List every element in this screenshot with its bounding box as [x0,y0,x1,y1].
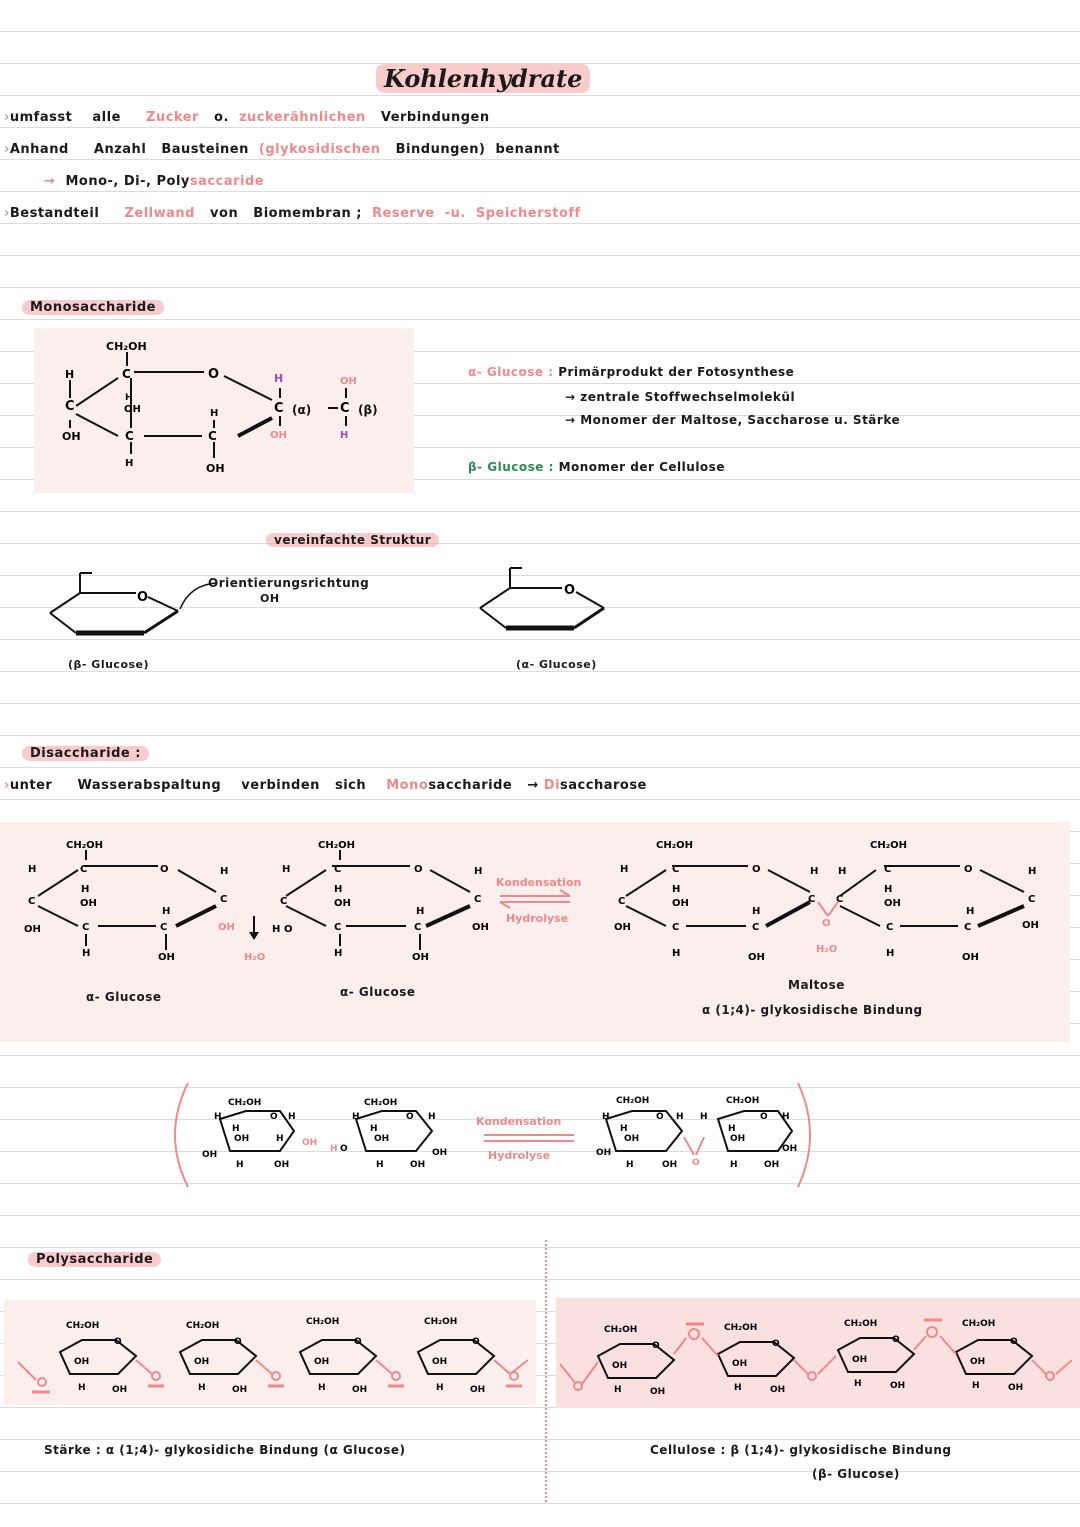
svg-text:H: H [854,1379,862,1389]
svg-text:C: C [80,864,88,875]
svg-text:C: C [340,401,350,416]
svg-text:OH: OH [432,1148,448,1158]
svg-text:C: C [474,894,482,905]
svg-text:OH: OH [194,1357,210,1367]
svg-text:O: O [564,583,576,598]
svg-text:OH: OH [970,1357,986,1367]
svg-text:C: C [964,922,972,933]
svg-text:H: H [416,906,425,917]
svg-text:Hydrolyse: Hydrolyse [506,912,569,925]
svg-text:OH: OH [732,1359,748,1369]
intro-line-3: → Mono-, Di-, Polysaccaride [44,174,265,189]
svg-text:H: H [352,1112,360,1122]
simplified-alpha-glucose [470,562,630,642]
svg-text:O: O [760,1112,768,1122]
svg-text:OH: OH [234,1134,250,1144]
svg-text:C: C [82,922,90,933]
svg-text:OH: OH [334,898,351,909]
beta-glucose-desc: β- Glucose : Monomer der Cellulose [468,460,725,474]
svg-text:O: O [752,864,761,875]
svg-text:OH: OH [274,1160,290,1170]
svg-text:OH: OH [124,404,141,415]
svg-text:C: C [752,922,760,933]
svg-text:H: H [376,1160,384,1170]
cellulose-caption-2: (β- Glucose) [812,1467,900,1481]
svg-text:O: O [114,1337,122,1347]
di-heading: Disaccharide : [22,746,149,761]
intro-line-1: ›umfasst alle Zucker o. zuckerähnlichen Verbindungen [4,110,490,125]
svg-text:O: O [1010,1337,1018,1347]
svg-text:O: O [137,590,149,605]
svg-text:H: H [972,1381,980,1391]
svg-text:C: C [122,367,131,381]
svg-text:H: H [620,1124,628,1134]
svg-text:Kondensation: Kondensation [496,876,582,889]
mono-heading: Monosaccharide [22,300,164,315]
svg-text:H: H [162,906,171,917]
svg-text:H: H [214,1112,222,1122]
svg-text:C: C [334,864,342,875]
svg-text:OH: OH [1008,1383,1024,1393]
svg-text:OH: OH [770,1385,786,1395]
svg-text:C: C [886,922,894,933]
svg-text:O: O [284,924,293,935]
svg-text:C: C [208,429,217,443]
svg-text:C: C [334,922,342,933]
svg-text:OH: OH [202,1150,218,1160]
svg-text:C: C [618,896,626,907]
svg-text:C: C [280,896,288,907]
svg-text:C: C [884,864,892,875]
svg-text:OH: OH [884,898,901,909]
poly-heading: Polysaccharide [28,1252,161,1267]
svg-text:O: O [406,1112,414,1122]
maltose-label: Maltose [788,978,845,992]
starch-caption: Stärke : α (1;4)- glykosidiche Bindung (α Glucose) [44,1443,406,1457]
di-line: ›unter Wasserabspaltung verbinden sich Monosaccharide → Disaccharose [4,778,647,793]
svg-text:Hydrolyse: Hydrolyse [488,1149,551,1162]
svg-text:OH: OH [340,376,357,387]
svg-text:H: H [210,408,219,419]
cellulose-caption: Cellulose : β (1;4)- glykosidische Bindung [650,1443,952,1457]
svg-text:C: C [160,922,168,933]
svg-text:Kondensation: Kondensation [476,1115,562,1128]
svg-text:H: H [82,948,91,959]
svg-text:CH₂OH: CH₂OH [962,1319,996,1329]
svg-text:CH₂OH: CH₂OH [870,840,907,851]
svg-text:CH₂OH: CH₂OH [66,1321,100,1331]
svg-text:OH: OH [352,1385,368,1395]
svg-text:H: H [28,864,37,875]
svg-text:H: H [838,866,847,877]
svg-text:O: O [208,367,220,382]
svg-text:H: H [236,1160,244,1170]
simplified-heading: vereinfachte Struktur [266,533,439,547]
svg-text:OH: OH [314,1357,330,1367]
svg-text:H₂O: H₂O [816,944,838,955]
svg-text:H: H [752,906,761,917]
svg-text:OH: OH [432,1357,448,1367]
svg-text:OH: OH [80,898,97,909]
svg-text:OH: OH [232,1385,248,1395]
svg-text:O: O [692,1158,700,1168]
svg-text:CH₂OH: CH₂OH [106,340,147,353]
svg-text:O: O [234,1337,242,1347]
svg-text:C: C [414,922,422,933]
svg-text:O: O [822,918,831,929]
svg-text:C: C [28,896,36,907]
svg-text:O: O [656,1112,664,1122]
svg-text:H: H [782,1112,790,1122]
svg-text:H: H [676,1112,684,1122]
svg-text:CH₂OH: CH₂OH [424,1317,458,1327]
svg-text:H: H [886,948,895,959]
svg-text:H: H [81,884,90,895]
svg-text:O: O [160,864,169,875]
svg-text:H: H [78,1383,86,1393]
alpha-bullet-2: → Monomer der Maltose, Saccharose u. Stärke [565,413,901,427]
svg-text:C: C [220,894,228,905]
svg-text:H: H [125,393,133,403]
svg-text:O: O [354,1337,362,1347]
maltose-bond-label: α (1;4)- glykosidische Bindung [702,1003,923,1017]
svg-text:O: O [414,864,423,875]
svg-text:H: H [474,866,483,877]
svg-text:CH₂OH: CH₂OH [604,1325,638,1335]
svg-text:OH: OH [650,1387,666,1397]
svg-text:OH: OH [472,922,489,933]
glucose-structure [34,328,414,493]
svg-text:OH: OH [302,1138,318,1148]
svg-text:H: H [276,1134,284,1144]
svg-text:H: H [288,1112,296,1122]
svg-text:H: H [436,1383,444,1393]
svg-text:OH: OH [412,952,429,963]
intro-line-2: ›Anhand Anzahl Bausteinen (glykosidischen Bindungen) benannt [4,142,560,157]
svg-text:OH: OH [748,952,765,963]
svg-text:H: H [282,864,291,875]
svg-text:OH: OH [1022,920,1039,931]
svg-text:OH: OH [624,1134,640,1144]
svg-text:H: H [672,948,681,959]
svg-text:H₂O: H₂O [244,952,266,963]
svg-text:CH₂OH: CH₂OH [724,1323,758,1333]
svg-text:CH₂OH: CH₂OH [306,1317,340,1327]
svg-text:OH: OH [782,1144,798,1154]
svg-text:CH₂OH: CH₂OH [616,1096,650,1106]
svg-text:OH: OH [270,430,287,441]
svg-text:H: H [318,1383,326,1393]
svg-text:OH: OH [764,1160,780,1170]
svg-text:OH: OH [374,1134,390,1144]
page-title: Kohlenhydrate [376,64,590,93]
svg-text:OH: OH [890,1381,906,1391]
alpha-bullet-1: → zentrale Stoffwechselmolekül [565,390,796,404]
svg-text:OH: OH [74,1357,90,1367]
svg-text:OH: OH [852,1355,868,1365]
svg-text:H: H [334,948,343,959]
svg-text:H: H [884,884,893,895]
orientation-label: Orientierungsrichtung [208,576,370,590]
svg-text:CH₂OH: CH₂OH [364,1098,398,1108]
svg-text:H: H [198,1383,206,1393]
divider-dotted [545,1240,547,1502]
svg-text:OH: OH [614,922,631,933]
svg-text:OH: OH [672,898,689,909]
svg-text:H: H [728,1124,736,1134]
svg-text:(β): (β) [358,403,378,417]
svg-text:OH: OH [62,430,81,443]
simplified-disaccharide-reaction [170,1075,820,1195]
svg-text:H: H [614,1385,622,1395]
svg-text:C: C [808,894,816,905]
svg-text:H: H [274,372,284,385]
svg-text:OH: OH [218,922,235,933]
svg-text:H: H [220,866,229,877]
svg-text:C: C [65,399,75,414]
svg-text:H: H [272,924,281,935]
svg-text:C: C [836,894,844,905]
svg-text:CH₂OH: CH₂OH [844,1319,878,1329]
svg-text:H: H [334,884,343,895]
svg-text:CH₂OH: CH₂OH [66,840,103,851]
svg-text:OH: OH [662,1160,678,1170]
svg-text:O: O [472,1337,480,1347]
svg-text:H: H [428,1112,436,1122]
svg-text:H: H [730,1160,738,1170]
di-glucose-2-label: α- Glucose [340,985,416,999]
svg-text:H: H [966,906,975,917]
svg-text:OH: OH [596,1148,612,1158]
alpha-glucose-desc: α- Glucose : Primärprodukt der Fotosynthese [468,365,795,379]
svg-text:O: O [772,1339,780,1349]
svg-text:H: H [672,884,681,895]
svg-text:CH₂OH: CH₂OH [186,1321,220,1331]
svg-text:O: O [964,864,973,875]
svg-text:H: H [65,368,75,381]
svg-text:O: O [652,1341,660,1351]
svg-text:(α): (α) [292,403,312,417]
di-glucose-1-label: α- Glucose [86,990,162,1004]
svg-text:OH: OH [206,462,225,475]
svg-text:H: H [125,458,134,469]
svg-text:H: H [602,1112,610,1122]
svg-text:H: H [1028,866,1037,877]
svg-text:C: C [1028,894,1036,905]
svg-text:C: C [125,429,134,443]
beta-caption: (β- Glucose) [68,658,150,671]
svg-text:CH₂OH: CH₂OH [726,1096,760,1106]
svg-text:OH: OH [470,1385,486,1395]
svg-text:H: H [626,1160,634,1170]
orientation-oh: OH [260,592,280,605]
svg-text:C: C [672,922,680,933]
cellulose-chain [556,1298,1080,1408]
svg-text:H: H [734,1383,742,1393]
intro-line-4: ›Bestandteil Zellwand von Biomembran ; Reserve -u. Speicherstoff [4,206,581,221]
svg-text:O: O [270,1112,278,1122]
svg-text:C: C [672,864,680,875]
svg-text:H: H [620,864,629,875]
svg-text:CH₂OH: CH₂OH [656,840,693,851]
svg-text:OH: OH [24,924,41,935]
svg-text:O: O [340,1144,348,1154]
svg-text:C: C [274,401,284,416]
svg-text:O: O [892,1335,900,1345]
starch-chain [4,1300,536,1405]
svg-text:H: H [340,430,349,441]
svg-text:H: H [232,1124,240,1134]
svg-text:H: H [370,1124,378,1134]
svg-text:CH₂OH: CH₂OH [318,840,355,851]
svg-text:OH: OH [612,1361,628,1371]
alpha-caption: (α- Glucose) [516,658,597,671]
svg-text:H: H [330,1144,338,1154]
svg-text:CH₂OH: CH₂OH [228,1098,262,1108]
svg-text:OH: OH [730,1134,746,1144]
svg-text:OH: OH [112,1385,128,1395]
svg-text:H: H [810,866,819,877]
svg-text:OH: OH [410,1160,426,1170]
svg-text:OH: OH [158,952,175,963]
svg-text:H: H [700,1112,708,1122]
svg-text:OH: OH [962,952,979,963]
